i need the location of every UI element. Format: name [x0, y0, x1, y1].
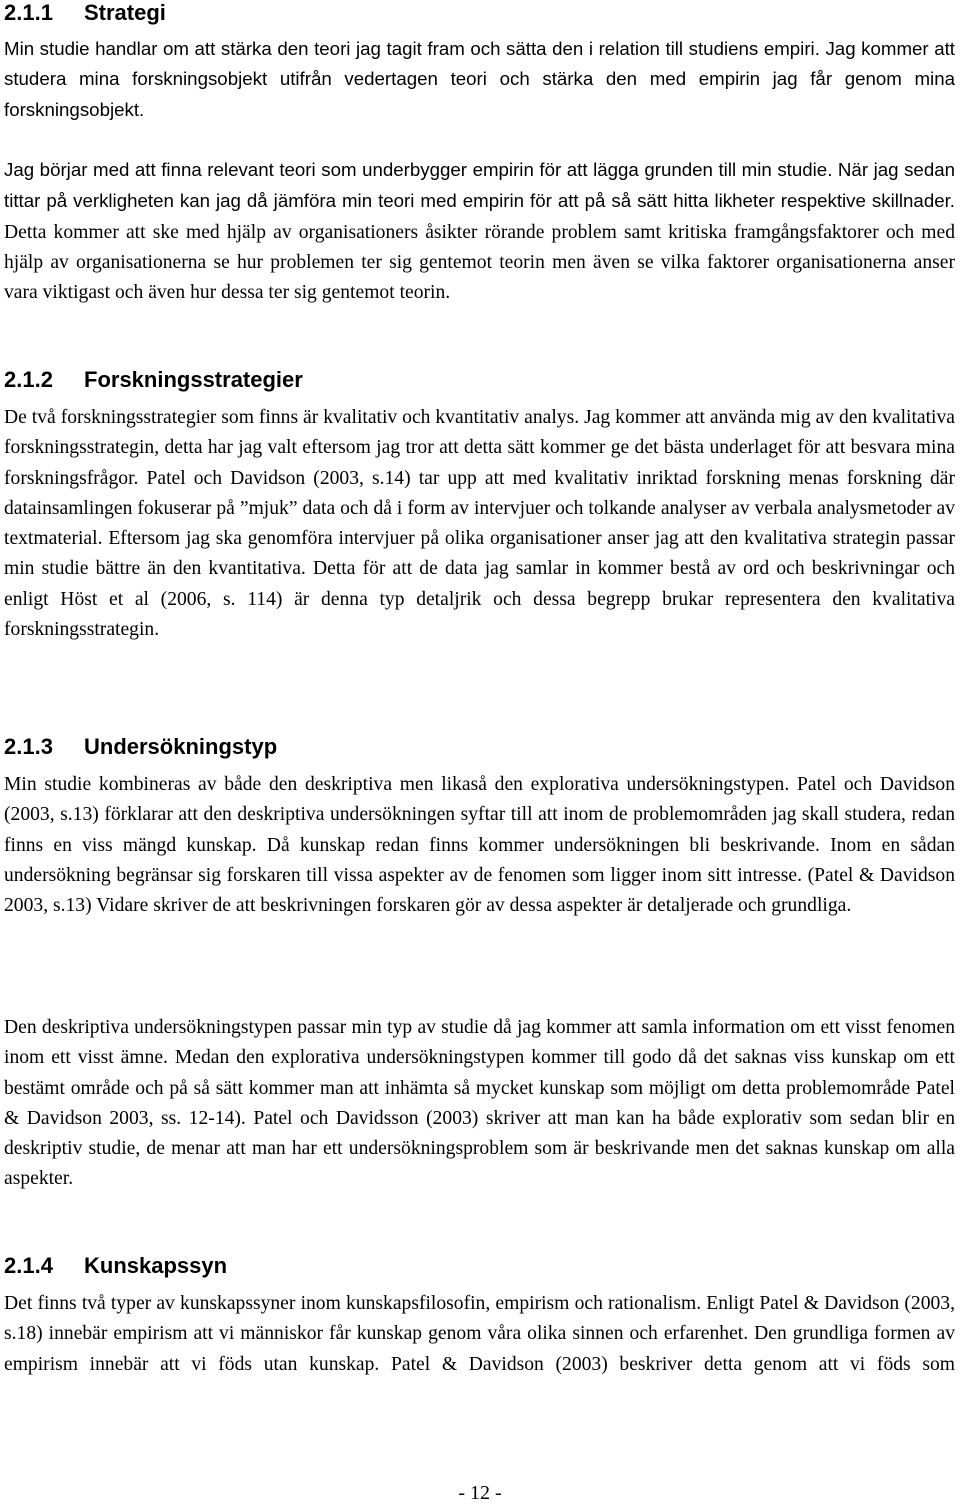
page-number: - 12 - [458, 1482, 502, 1504]
section-number: 2.1.3 [4, 734, 53, 759]
paragraph-sentence: Jag börjar med att finna relevant teori som underbygger empirin för att lägga grunden till min studie. När jag sedan tittar på verkligheten kan jag då jämföra min teori med empirin för att på så sätt hitta likheter respektive skillnader. [4, 159, 955, 212]
paragraph: Min studie handlar om att stärka den teori jag tagit fram och sätta den i relation till studiens empiri. Jag kommer att studera mina forskningsobjekt utifrån vedertagen teori och stärka den med empirin jag får genom mina forskningsobjekt. [4, 38, 955, 120]
paragraph: De två forskningsstrategier som finns är kvalitativ och kvantitativ analys. Jag kommer att använda mig av den kvalitativa forskningsstrategin, detta har jag valt eftersom jag tror att detta sätt kommer ge det bästa underlaget för att besvara mina forskningsfrågor. Patel och Davidson (2003, s.14) tar upp att med kvalitativ inriktad forskning menas forskning där datainsamlingen fokuserar på ”mjuk” data och då i form av intervjuer och tolkande analyser av verbala analysmetoder av textmaterial. Eftersom jag ska genomföra intervjuer på olika organisationer anser jag att den kvalitativa strategin passar min studie bättre än den kvantitativa. Detta för att de data jag samlar in kommer bestå av ord och beskrivningar och enligt Höst et al (2006, s. 114) är denna typ detaljrik och dessa begrepp brukar representera den kvalitativa forskningsstrategin. [4, 407, 955, 641]
paragraph: Den deskriptiva undersökningstypen passar min typ av studie då jag kommer att samla information om ett visst fenomen inom ett visst ämne. Medan den explorativa undersökningstypen kommer till godo då det saknas viss kunskap om ett bestämt område och på så sätt kommer man att inhämta så mycket kunskap som möjligt om detta problemområde Patel & Davidson 2003, ss. 12-14). Patel och Davidsson (2003) skriver att man kan ha både explorativ som sedan blir en deskriptiv studie, de menar att man har ett undersökningsproblem som är beskrivande men det saknas kunskap om alla aspekter. [4, 1017, 955, 1190]
section-number: 2.1.1 [4, 0, 53, 25]
section-title: Forskningsstrategier [84, 367, 303, 392]
section-heading-undersokningstyp [4, 734, 277, 760]
section-heading-strategi [4, 0, 166, 26]
paragraph: Min studie kombineras av både den deskriptiva men likaså den explorativa undersökningstypen. Patel och Davidson (2003, s.13) förklarar att den deskriptiva undersökningen syftar till att inom de problemområden jag skall studera, redan finns en viss mängd kunskap. Då kunskap redan finns kommer undersökningen bli beskrivande. Inom en sådan undersökning begränsar sig forskaren till vissa aspekter av de fenomen som ligger inom sitt intresse. (Patel & Davidson 2003, s.13) Vidare skriver de att beskrivningen forskaren gör av dessa aspekter är detaljerade och grundliga. [4, 774, 955, 917]
section-number: 2.1.2 [4, 367, 53, 392]
paragraph-sentence: Detta kommer att ske med hjälp av organisationers åsikter rörande problem samt kritiska framgångsfaktorer och med hjälp av organisationerna se hur problemen ter sig gentemot teorin men även se vilka faktorer organisationerna anser vara viktigast och även hur dessa ter sig gentemot teorin. [4, 221, 955, 304]
section-heading-forskningsstrategier [4, 367, 303, 393]
section-heading-kunskapssyn [4, 1253, 227, 1279]
paragraph: Det finns två typer av kunskapssyner inom kunskapsfilosofin, empirism och rationalism. Enligt Patel & Davidson (2003, s.18) innebär empirism att vi människor får kunskap genom våra olika sinnen och erfarenhet. Den grundliga formen av empirism innebär att vi föds utan kunskap. Patel & Davidson (2003) beskriver detta genom att vi föds som [4, 1293, 955, 1375]
section-title: Kunskapssyn [84, 1253, 228, 1278]
section-number: 2.1.4 [4, 1253, 53, 1278]
section-title: Strategi [84, 0, 166, 25]
section-title: Undersökningstyp [84, 734, 278, 759]
paragraph [4, 155, 955, 308]
